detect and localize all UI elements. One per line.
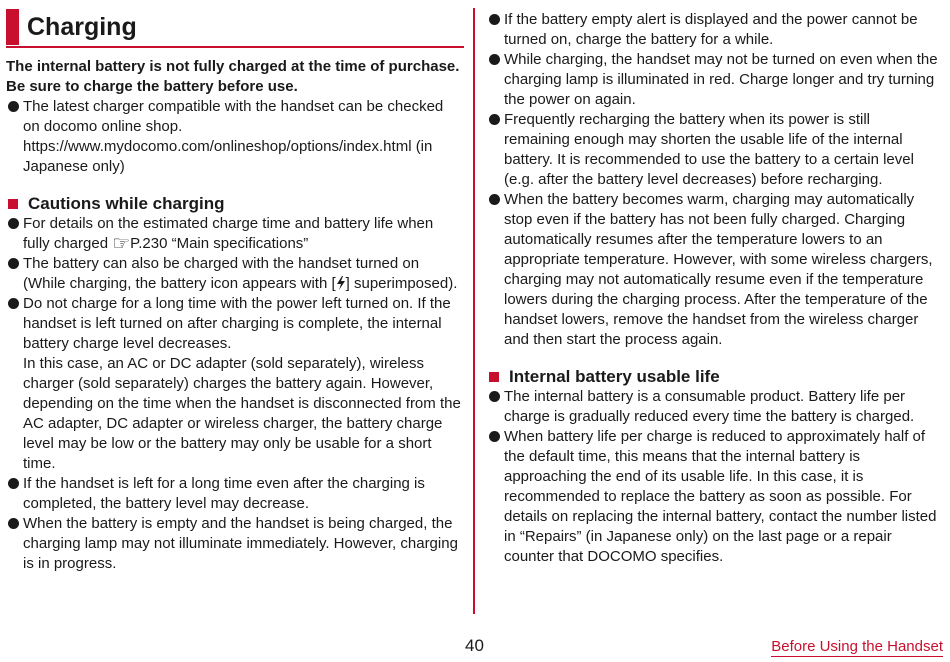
section-heading-cautions: [6, 194, 464, 214]
bullet-icon: [489, 14, 500, 25]
list-item: [487, 387, 939, 427]
right-column: [487, 10, 939, 567]
list-item-text: The battery can also be charged with the handset turned on (While charging, the battery icon appears with [: [23, 255, 420, 292]
list-item-text: When the battery becomes warm, charging may automatically stop even if the battery has not been fully charged. Charging automatically resumes after the temperature lowers to an appropriate temperature. However, with some wireless chargers, charging may not automatically resume even if the temperature lowers during the charging process. After the temperature of the handset lowers, remove the handset from the wireless charger and then start the process again.: [504, 191, 933, 348]
list-item: [6, 514, 464, 574]
left-column: [6, 8, 464, 574]
list-item-text: If the handset is left for a long time even after the charging is completed, the battery level may decrease.: [23, 475, 425, 512]
list-item: [6, 214, 464, 254]
list-item: [6, 254, 464, 294]
bullet-icon: [489, 54, 500, 65]
list-item-text: Frequently recharging the battery when its power is still remaining enough may shorten the usable life of the internal battery. It is recommended to use the battery to a certain level (e.g. after the battery level decreases) before recharging.: [504, 111, 914, 188]
list-item-text: Do not charge for a long time with the power left turned on. If the handset is left turned on after charging is complete, the internal battery charge level decreases.: [23, 295, 451, 352]
bullet-icon: [8, 478, 19, 489]
lightning-bolt-icon: [336, 276, 346, 290]
list-item-text: While charging, the handset may not be turned on even when the charging lamp is illuminated in red. Charge longer and try turning the power on again.: [504, 51, 938, 108]
list-item: [487, 10, 939, 50]
bullet-icon: [489, 114, 500, 125]
square-bullet-icon: [489, 372, 499, 382]
list-item-text: ] superimposed).: [345, 275, 458, 292]
bullet-icon: [489, 431, 500, 442]
list-item-text: For details on the estimated charge time and battery life when fully charged: [23, 215, 434, 252]
hand-pointing-icon: ☞: [112, 233, 131, 255]
column-divider: [473, 8, 475, 614]
bullet-icon: [8, 298, 19, 309]
list-item: [6, 97, 464, 177]
page-number: 40: [465, 636, 484, 655]
list-item: [487, 190, 939, 350]
list-item-text: The internal battery is a consumable product. Battery life per charge is gradually reduced every time the battery is charged.: [504, 388, 915, 425]
section-heading-usable-life: [487, 367, 939, 387]
section-nav-link[interactable]: Before Using the Handset: [771, 638, 943, 655]
bullet-icon: [489, 391, 500, 402]
list-item-text: When battery life per charge is reduced to approximately half of the default time, this means that the internal battery is approaching the end of its usable life. In this case, it is recommended to replace the battery as soon as possible. For details on replacing the internal battery, contact the number listed in “Repairs” (in Japanese only) on the last page or a repair counter that DOCOMO specifies.: [504, 428, 937, 565]
page-reference: P.230 “Main specifications”: [130, 235, 309, 252]
list-item: [487, 50, 939, 110]
list-item: [6, 294, 464, 474]
usable-life-list: [487, 387, 939, 567]
bullet-icon: [489, 194, 500, 205]
list-item: [487, 427, 939, 567]
list-item: [6, 474, 464, 514]
page-title: Charging: [27, 13, 137, 41]
list-item-text: If the battery empty alert is displayed and the power cannot be turned on, charge the battery for a while.: [504, 11, 918, 48]
title-accent-block: [6, 9, 19, 45]
cautions-list: [6, 214, 464, 574]
cautions-list-continued: [487, 10, 939, 350]
bullet-icon: [8, 101, 19, 112]
square-bullet-icon: [8, 199, 18, 209]
intro-list: [6, 97, 464, 177]
list-item-text: When the battery is empty and the handset is being charged, the charging lamp may not illuminate immediately. However, charging is in progress.: [23, 515, 458, 572]
list-item: [487, 110, 939, 190]
list-item-text: In this case, an AC or DC adapter (sold separately), wireless charger (sold separately) charges the battery again. However, depending on the time when the handset is disconnected from the AC adapter, DC adapter or wireless charger, the battery charge level may be low or the battery may only be usable for a short time.: [23, 355, 461, 472]
bullet-icon: [8, 518, 19, 529]
bullet-icon: [8, 258, 19, 269]
title-bar: [6, 8, 464, 48]
intro-text: The internal battery is not fully charged at the time of purchase. Be sure to charge the battery before use.: [6, 58, 460, 95]
list-item-text: The latest charger compatible with the handset can be checked on docomo online shop. https://www.mydocomo.com/onlineshop/options/index.html (in Japanese only): [23, 98, 444, 175]
section-heading-text: Cautions while charging: [28, 194, 225, 213]
bullet-icon: [8, 218, 19, 229]
section-heading-text: Internal battery usable life: [509, 367, 720, 386]
